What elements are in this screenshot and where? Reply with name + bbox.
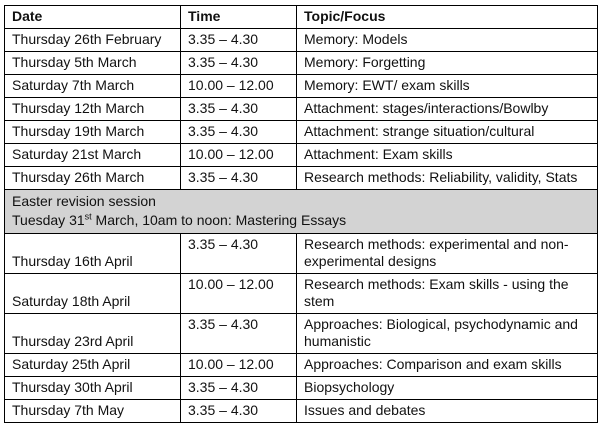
date-cell: Thursday 30th April: [5, 377, 181, 400]
table-row: [5, 144, 598, 167]
date-cell: Thursday 5th March: [5, 52, 181, 75]
topic-cell: Attachment: Exam skills: [297, 144, 598, 167]
table-row: [5, 75, 598, 98]
topic-cell: Research methods: Exam skills - using the stem: [297, 274, 598, 314]
time-cell: 3.35 – 4.30: [181, 400, 297, 423]
date-cell: Thursday 19th March: [5, 121, 181, 144]
date-cell: Thursday 7th May: [5, 400, 181, 423]
revision-timetable: [4, 5, 598, 423]
banner-row: [5, 190, 598, 234]
time-cell: 10.00 – 12.00: [181, 144, 297, 167]
time-cell: 3.35 – 4.30: [181, 167, 297, 190]
topic-cell: Approaches: Comparison and exam skills: [297, 354, 598, 377]
column-header-topic: Topic/Focus: [297, 6, 598, 29]
time-cell: 10.00 – 12.00: [181, 274, 297, 314]
table-row: [5, 274, 598, 314]
time-cell: 3.35 – 4.30: [181, 52, 297, 75]
topic-cell: Approaches: Biological, psychodynamic and humanistic: [297, 314, 598, 354]
date-cell: Thursday 26th March: [5, 167, 181, 190]
banner-line2-suffix: March, 10am to noon: Mastering Essays: [91, 212, 347, 228]
date-cell: Thursday 23rd April: [5, 314, 181, 354]
topic-cell: Memory: EWT/ exam skills: [297, 75, 598, 98]
topic-cell: Research methods: experimental and non-experimental designs: [297, 234, 598, 274]
time-cell: 3.35 – 4.30: [181, 314, 297, 354]
date-cell: Saturday 7th March: [5, 75, 181, 98]
date-cell: Saturday 18th April: [5, 274, 181, 314]
topic-cell: Research methods: Reliability, validity, Stats: [297, 167, 598, 190]
header-row: [5, 6, 598, 29]
table-row: [5, 167, 598, 190]
topic-cell: Memory: Forgetting: [297, 52, 598, 75]
table-row: [5, 98, 598, 121]
time-cell: 10.00 – 12.00: [181, 354, 297, 377]
banner-line1: Easter revision session: [12, 193, 156, 209]
date-cell: Thursday 16th April: [5, 234, 181, 274]
banner-ordinal-sup: st: [84, 211, 92, 222]
time-cell: 3.35 – 4.30: [181, 121, 297, 144]
date-cell: Saturday 21st March: [5, 144, 181, 167]
topic-cell: Attachment: strange situation/cultural: [297, 121, 598, 144]
table-row: [5, 314, 598, 354]
table-row: [5, 52, 598, 75]
time-cell: 3.35 – 4.30: [181, 98, 297, 121]
table-row: [5, 29, 598, 52]
banner-line2-prefix: Tuesday 31: [12, 212, 85, 228]
topic-cell: Attachment: stages/interactions/Bowlby: [297, 98, 598, 121]
date-cell: Thursday 26th February: [5, 29, 181, 52]
table-row: [5, 400, 598, 423]
column-header-time: Time: [181, 6, 297, 29]
time-cell: 3.35 – 4.30: [181, 377, 297, 400]
topic-cell: Biopsychology: [297, 377, 598, 400]
date-cell: Thursday 12th March: [5, 98, 181, 121]
time-cell: 10.00 – 12.00: [181, 75, 297, 98]
easter-banner: [5, 190, 598, 234]
time-cell: 3.35 – 4.30: [181, 29, 297, 52]
date-cell: Saturday 25th April: [5, 354, 181, 377]
table-row: [5, 354, 598, 377]
topic-cell: Issues and debates: [297, 400, 598, 423]
table-row: [5, 121, 598, 144]
column-header-date: Date: [5, 6, 181, 29]
table-row: [5, 377, 598, 400]
topic-cell: Memory: Models: [297, 29, 598, 52]
table-row: [5, 234, 598, 274]
time-cell: 3.35 – 4.30: [181, 234, 297, 274]
